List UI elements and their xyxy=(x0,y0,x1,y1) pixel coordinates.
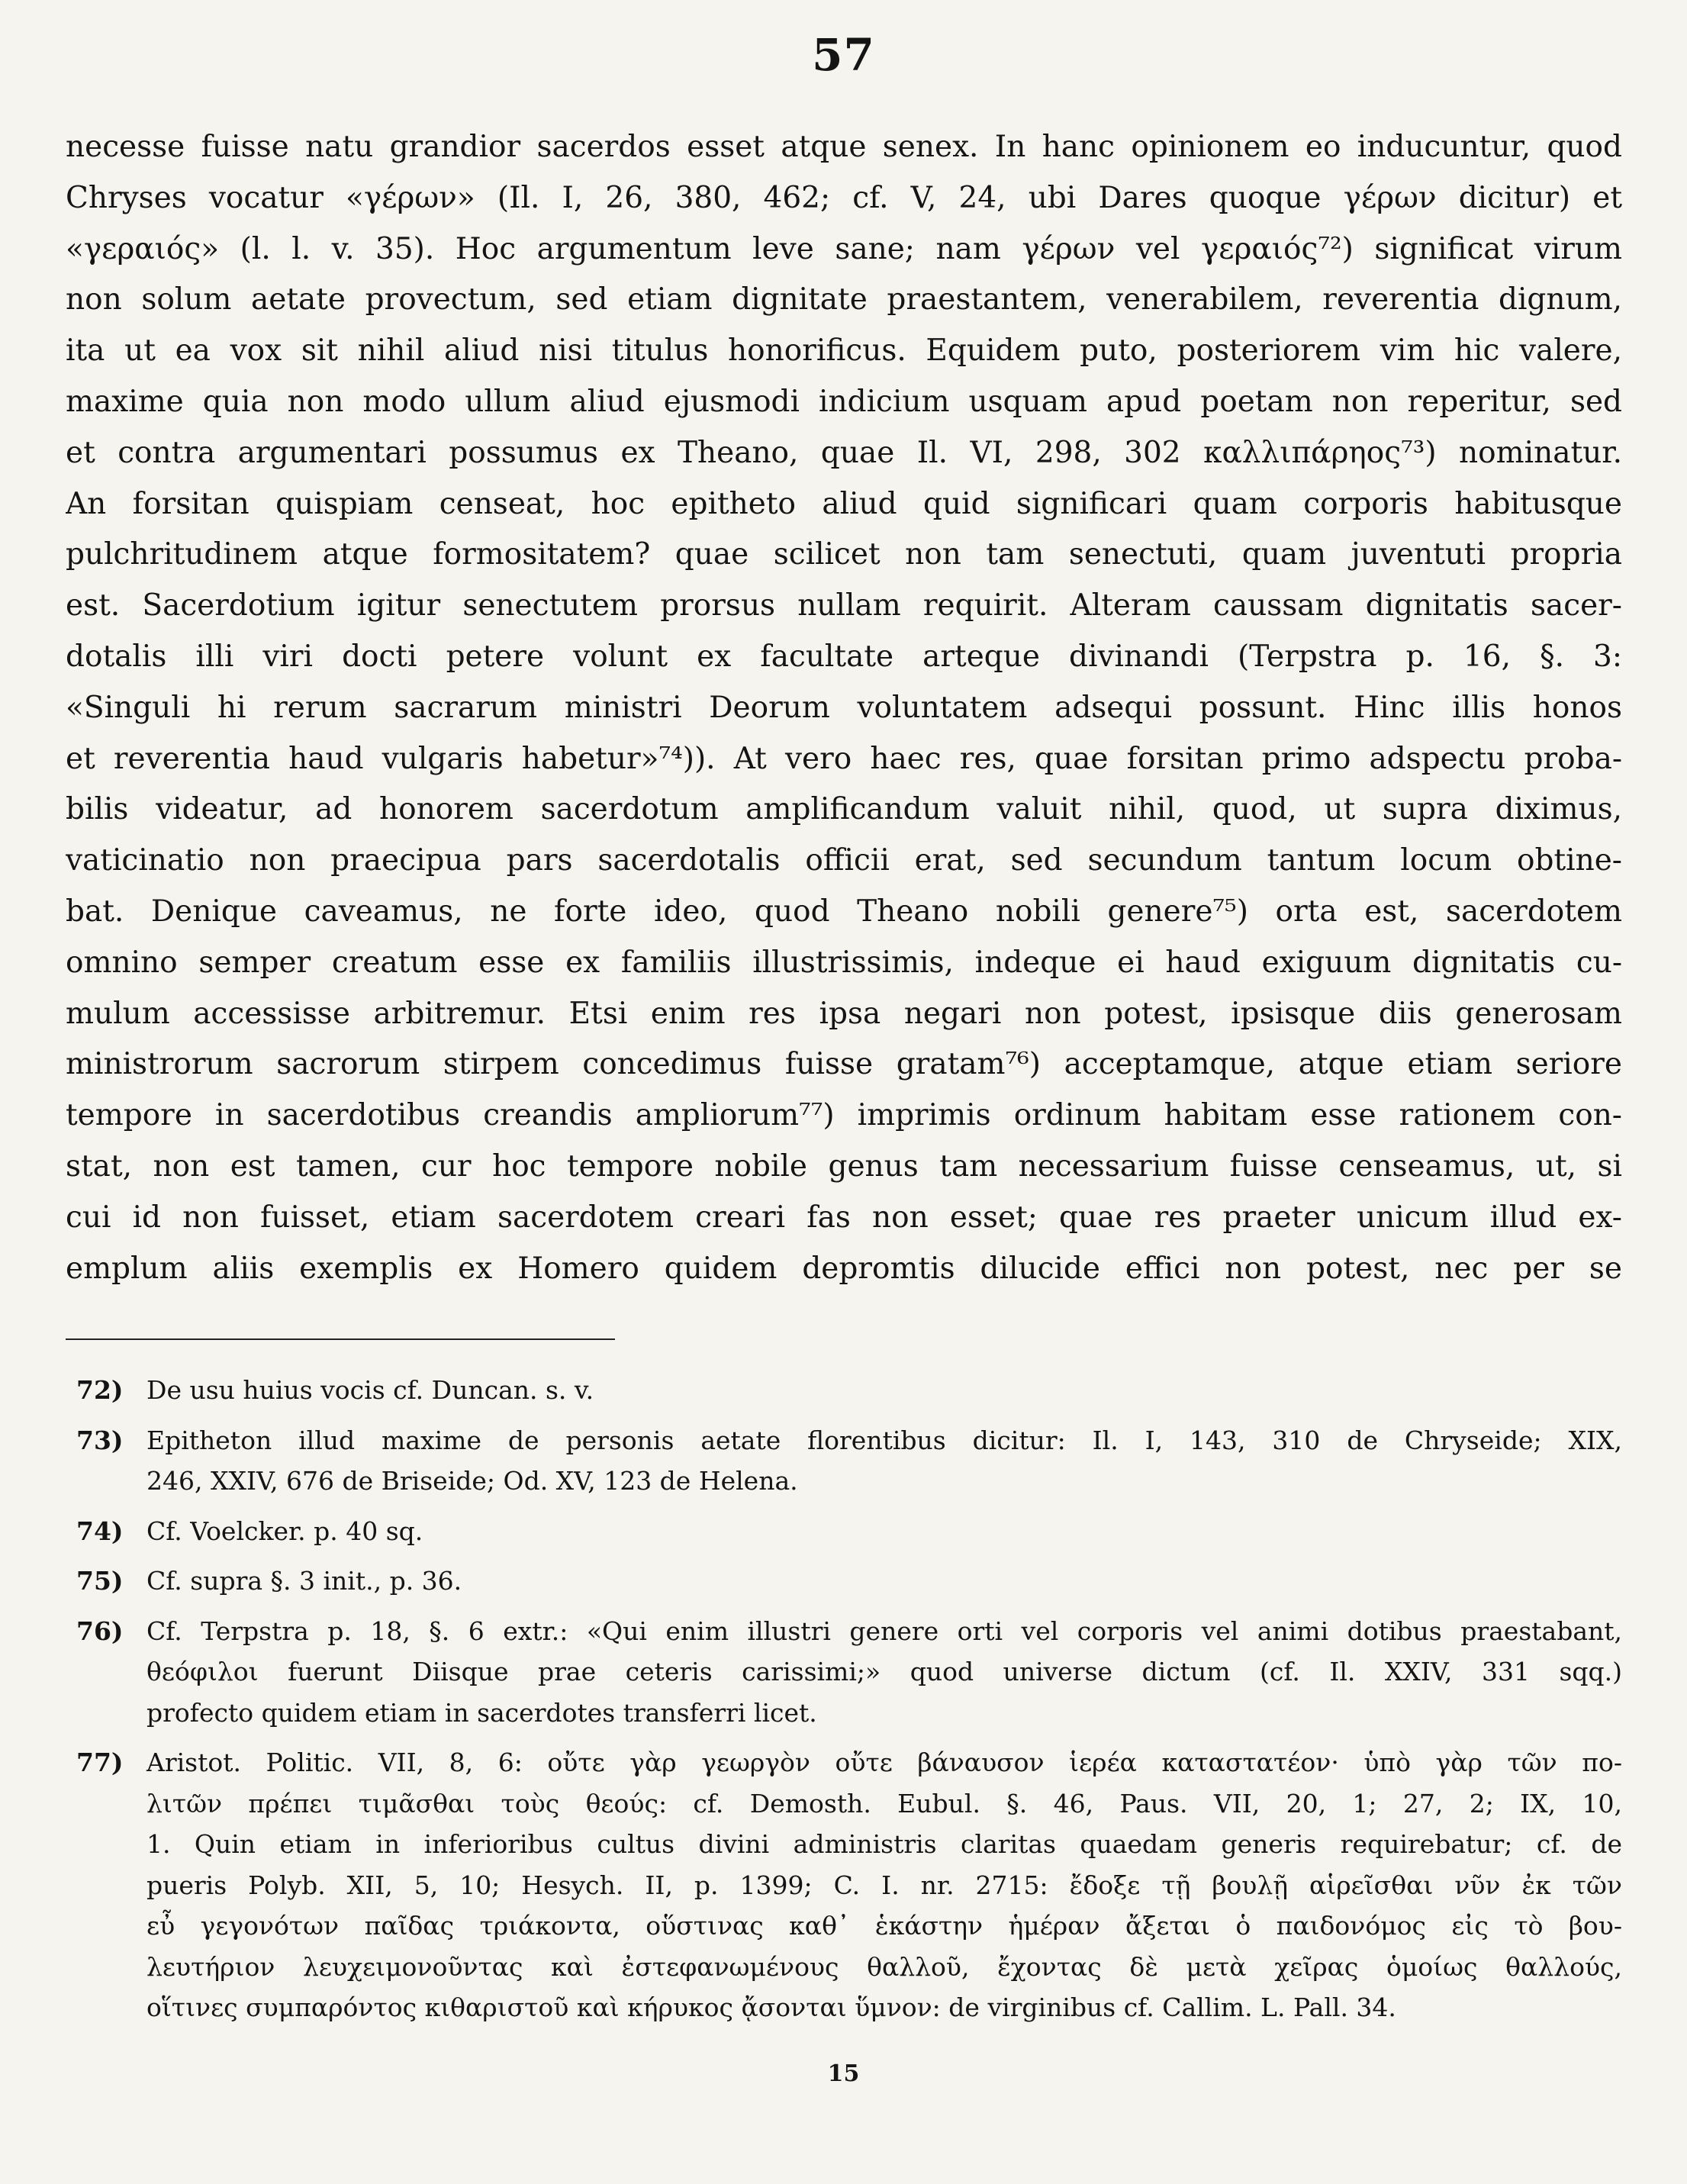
footnote-divider xyxy=(66,1338,615,1340)
footnote-text: 246, XXIV, 676 de Briseide; Od. XV, 123 de Helena. xyxy=(146,1466,798,1496)
page-number: 57 xyxy=(812,29,875,81)
footnote-text: Cf. Terpstra p. 18, §. 6 extr.: «Qui enim illustri genere orti vel corporis vel animi dotibus praestabant, xyxy=(146,1615,1622,1646)
body-line: dotalis illi viri docti petere volunt ex facultate arteque divinandi (Terpstra p. 16, §. 3: xyxy=(66,639,1622,674)
footnote-number: 76) xyxy=(76,1615,124,1646)
body-line: ministrorum sacrorum stirpem concedimus fuisse gratam⁷⁶) acceptamque, atque etiam seriore xyxy=(66,1047,1622,1082)
footnote xyxy=(76,1561,1622,1602)
body-line: bilis videatur, ad honorem sacerdotum amplificandum valuit nihil, quod, ut supra diximus, xyxy=(66,792,1622,827)
footnote-text: λευτήριον λευχειμονοῦντας καὶ ἐστεφανωμένους θαλλοῦ, ἔχοντας δὲ μετὰ χεῖρας ὁμοίως θαλλούς, xyxy=(146,1951,1622,1982)
body-line: omnino semper creatum esse ex familiis illustrissimis, indeque ei haud exiguum dignitatis cu- xyxy=(66,945,1622,980)
footnote-text: οἵτινες συμπαρόντος κιθαριστοῦ καὶ κήρυκος ᾄσονται ὕμνον: de virginibus cf. Callim. L. Pall. 34. xyxy=(146,1992,1396,2022)
body-line: An forsitan quispiam censeat, hoc epitheto aliud quid significari quam corporis habitusque xyxy=(66,486,1622,521)
body-line: «γεραιός» (l. l. v. 35). Hoc argumentum leve sane; nam γέρων vel γεραιός⁷²) significat virum xyxy=(66,231,1622,266)
footnote-text: 1. Quin etiam in inferioribus cultus divini administris claritas quaedam generis requirebatur; cf. de xyxy=(146,1829,1622,1859)
footnote-text: De usu huius vocis cf. Duncan. s. v. xyxy=(146,1375,594,1405)
body-line: emplum aliis exemplis ex Homero quidem depromtis dilucide effici non potest, nec per se xyxy=(66,1251,1622,1286)
footnote-text: εὖ γεγονότων παῖδας τριάκοντα, οὕστινας καθ᾽ ἑκάστην ἡμέραν ἄξεται ὁ παιδονόμος εἰς τὸ βου- xyxy=(146,1911,1622,1941)
footnote-text: pueris Polyb. XII, 5, 10; Hesych. II, p. 1399; C. I. nr. 2715: ἔδοξε τῇ βουλῇ αἱρεῖσθαι νῦν ἐκ τῶν xyxy=(146,1870,1622,1900)
footnote-number: 75) xyxy=(76,1566,124,1596)
sheet-number: 15 xyxy=(827,2060,860,2087)
body-line: vaticinatio non praecipua pars sacerdotalis officii erat, sed secundum tantum locum obtine- xyxy=(66,843,1622,878)
body-line: mulum accessisse arbitremur. Etsi enim res ipsa negari non potest, ipsisque diis generosam xyxy=(66,996,1622,1031)
footnote xyxy=(76,1511,1622,1552)
footnote-number: 72) xyxy=(76,1375,124,1405)
body-line: cui id non fuisset, etiam sacerdotem creari fas non esset; quae res praeter unicum illud ex- xyxy=(66,1200,1622,1235)
body-line: et reverentia haud vulgaris habetur»⁷⁴)). At vero haec res, quae forsitan primo adspectu proba- xyxy=(66,741,1622,776)
footnote-text: θεόφιλοι fuerunt Diisque prae ceteris carissimi;» quod universe dictum (cf. Il. XXIV, 331 sqq.) xyxy=(146,1657,1622,1686)
body-line: maxime quia non modo ullum aliud ejusmodi indicium usquam apud poetam non reperitur, sed xyxy=(66,384,1622,419)
footnote xyxy=(76,1742,1622,2028)
footnotes xyxy=(76,1370,1622,2028)
body-line: pulchritudinem atque formositatem? quae scilicet non tam senectuti, quam juventuti propria xyxy=(66,537,1622,572)
body-line: stat, non est tamen, cur hoc tempore nobile genus tam necessarium fuisse censeamus, ut, si xyxy=(66,1148,1622,1184)
footnote-text: Aristot. Politic. VII, 8, 6: οὔτε γὰρ γεωργὸν οὔτε βάναυσον ἱερέα καταστατέον· ὑπὸ γὰρ τῶν πο- xyxy=(146,1748,1622,1777)
footnote-text: Cf. Voelcker. p. 40 sq. xyxy=(146,1516,423,1546)
footnote-number: 73) xyxy=(76,1425,124,1455)
body-line: Chryses vocatur «γέρων» (Il. I, 26, 380, 462; cf. V, 24, ubi Dares quoque γέρων dicitur) et xyxy=(66,180,1622,215)
footnote-number: 77) xyxy=(76,1748,124,1777)
body-line: necesse fuisse natu grandior sacerdos esset atque senex. In hanc opinionem eo inducuntur, quod xyxy=(66,130,1622,164)
body-line: ita ut ea vox sit nihil aliud nisi titulus honorificus. Equidem puto, posteriorem vim hic valere, xyxy=(66,333,1622,369)
body-line: non solum aetate provectum, sed etiam dignitate praestantem, venerabilem, reverentia dignum, xyxy=(66,282,1622,317)
footnote-text: Epitheton illud maxime de personis aetate florentibus dicitur: Il. I, 143, 310 de Chryseide; XIX, xyxy=(146,1425,1622,1455)
body-text xyxy=(66,122,1622,1294)
body-line: tempore in sacerdotibus creandis ampliorum⁷⁷) imprimis ordinum habitam esse rationem con- xyxy=(66,1098,1622,1133)
body-line: bat. Denique caveamus, ne forte ideo, quod Theano nobili genere⁷⁵) orta est, sacerdotem xyxy=(66,894,1622,929)
body-line: est. Sacerdotium igitur senectutem prorsus nullam requirit. Alteram caussam dignitatis sacer- xyxy=(66,588,1622,623)
footnote xyxy=(76,1420,1622,1502)
footnote xyxy=(76,1611,1622,1734)
footnote-text: Cf. supra §. 3 init., p. 36. xyxy=(146,1566,462,1596)
body-line: et contra argumentari possumus ex Theano, quae Il. VI, 298, 302 καλλιπάρηος⁷³) nominatur. xyxy=(66,435,1622,470)
footnote xyxy=(76,1370,1622,1411)
footnote-text: λιτῶν πρέπει τιμᾶσθαι τοὺς θεούς: cf. Demosth. Eubul. §. 46, Paus. VII, 20, 1; 27, 2; IX, 10, xyxy=(146,1788,1622,1818)
body-line: «Singuli hi rerum sacrarum ministri Deorum voluntatem adsequi possunt. Hinc illis honos xyxy=(66,690,1622,725)
footnote-text: profecto quidem etiam in sacerdotes transferri licet. xyxy=(146,1697,817,1728)
footnote-number: 74) xyxy=(76,1516,124,1546)
